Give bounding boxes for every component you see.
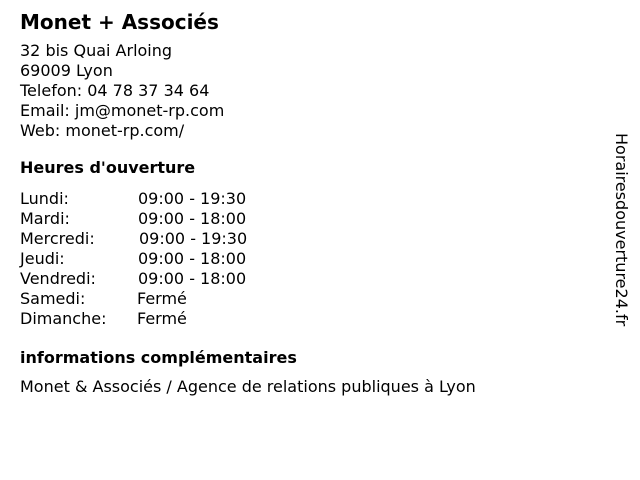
- hours-value: 09:00 - 19:30: [139, 229, 248, 248]
- site-watermark: Horairesdouverture24.fr: [612, 133, 631, 327]
- hours-value: Fermé: [137, 289, 187, 308]
- hours-value: 09:00 - 18:00: [138, 249, 247, 268]
- email-text[interactable]: Email: jm@monet-rp.com: [20, 101, 225, 120]
- opening-hours-table: [20, 189, 600, 329]
- day-label: Dimanche:: [20, 309, 107, 328]
- day-label: Vendredi:: [20, 269, 96, 288]
- business-card: [20, 10, 600, 397]
- hours-row-thursday: [20, 249, 600, 269]
- hours-row-sunday: [20, 309, 600, 329]
- address-city: 69009 Lyon: [20, 61, 113, 80]
- hours-row-wednesday: [20, 229, 600, 249]
- hours-row-tuesday: [20, 209, 600, 229]
- hours-value: 09:00 - 18:00: [138, 209, 247, 228]
- website-text[interactable]: Web: monet-rp.com/: [20, 121, 185, 140]
- day-label: Jeudi:: [20, 249, 65, 268]
- day-label: Mercredi:: [20, 229, 95, 248]
- additional-info-text: Monet & Associés / Agence de relations publiques à Lyon: [20, 377, 476, 396]
- day-label: Lundi:: [20, 189, 69, 208]
- business-name: Monet + Associés: [20, 10, 219, 34]
- day-label: Samedi:: [20, 289, 86, 308]
- phone-text[interactable]: Telefon: 04 78 37 34 64: [20, 81, 210, 100]
- additional-info-heading: informations complémentaires: [20, 348, 297, 367]
- hours-row-saturday: [20, 289, 600, 309]
- day-label: Mardi:: [20, 209, 70, 228]
- hours-row-monday: [20, 189, 600, 209]
- hours-value: 09:00 - 19:30: [138, 189, 247, 208]
- address-street: 32 bis Quai Arloing: [20, 41, 173, 60]
- hours-value: Fermé: [137, 309, 187, 328]
- hours-row-friday: [20, 269, 600, 289]
- opening-hours-heading: Heures d'ouverture: [20, 158, 196, 177]
- hours-value: 09:00 - 18:00: [138, 269, 247, 288]
